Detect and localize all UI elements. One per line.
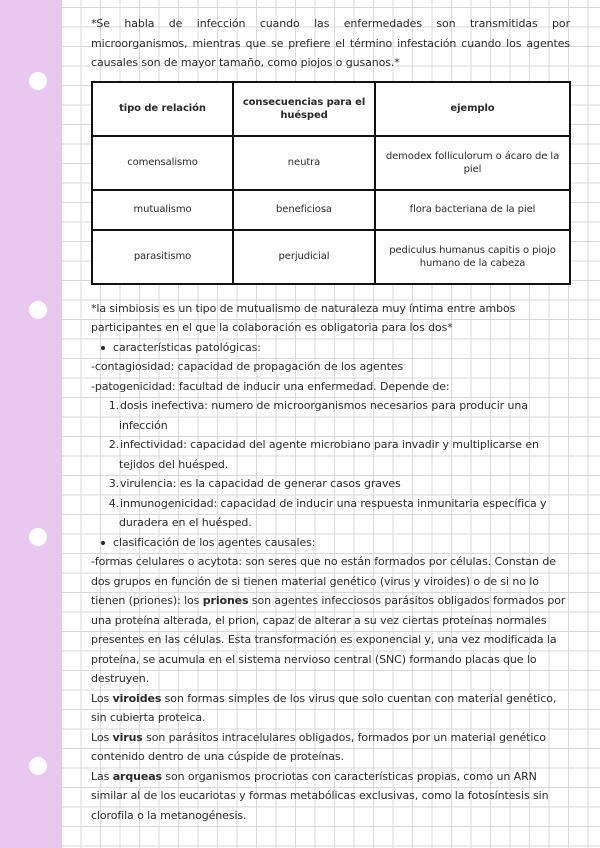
factor-item: 2.infectividad: capacidad del agente microbiano para invadir y multiplicarse en tejidos del huésped. bbox=[108, 438, 539, 471]
binder-hole bbox=[29, 757, 47, 775]
factor-item: 1.dosis inefectiva: numero de microorganismos necesarios para producir una infección bbox=[108, 399, 528, 432]
table-cell: pediculus humanus capitis o piojo humano de la cabeza bbox=[375, 230, 570, 284]
table-row bbox=[92, 190, 570, 230]
viroids-paragraph: Los viroides son formas simples de los virus que solo cuentan con material genético, sin cubierta proteica. bbox=[91, 691, 557, 724]
binder-hole bbox=[29, 528, 47, 546]
pathogenicity-line: -patogenicidad: facultad de inducir una enfermedad. Depende de: bbox=[91, 379, 450, 393]
table-cell: neutra bbox=[233, 136, 375, 190]
table-cell: flora bacteriana de la piel bbox=[375, 190, 570, 230]
contagiosity-line: -contagiosidad: capacidad de propagación de los agentes bbox=[91, 360, 404, 373]
bullet-pathologic: características patológicas: bbox=[91, 338, 570, 358]
table-row bbox=[92, 230, 570, 284]
intro-paragraph: *Se habla de infección cuando las enfermedades son transmitidas por microorganismos, mientras que se prefiere el término infestación cuando los agentes causales son de mayor tamaño, como piojos o gusanos.* bbox=[91, 17, 570, 69]
table-cell: perjudicial bbox=[233, 230, 375, 284]
table-cell: mutualismo bbox=[92, 190, 233, 230]
table-header: consecuencias para el huésped bbox=[233, 82, 375, 136]
table-cell: parasitismo bbox=[92, 230, 233, 284]
binder-strip bbox=[0, 0, 62, 848]
binder-hole bbox=[29, 301, 47, 319]
table-header: ejemplo bbox=[375, 82, 570, 136]
factor-item: 4.inmunogenicidad: capacidad de inducir una respuesta inmunitaria específica y duradera en el huésped. bbox=[108, 496, 547, 529]
table-cell: demodex folliculorum o ácaro de la piel bbox=[375, 136, 570, 190]
notes-content bbox=[91, 14, 570, 825]
factor-item: 3.virulencia: es la capacidad de generar casos graves bbox=[108, 477, 401, 490]
table-cell: comensalismo bbox=[92, 136, 233, 190]
viruses-paragraph: Los virus son parásitos intracelulares obligados, formados por un material genético contenido dentro de una cúspide de proteínas. bbox=[91, 730, 546, 763]
table-cell: beneficiosa bbox=[233, 190, 375, 230]
archaea-paragraph: Las arqueas son organismos procriotas con características propias, como un ARN similar al de los eucariotas y formas metabólicas exclusivas, como la fotosíntesis sin clorofila o la metanogénesis. bbox=[91, 769, 549, 822]
relations-table bbox=[91, 81, 571, 285]
bullet-classification: clasificación de los agentes causales: bbox=[91, 533, 570, 553]
table-header: tipo de relación bbox=[92, 82, 233, 136]
table-header-row bbox=[92, 82, 570, 136]
acellular-paragraph: -formas celulares o acytota: son seres que no están formados por células. Constan de dos grupos en función de si tienen material genético (virus y viroides) o de si no lo tienen (priones): los priones son agentes infecciosos parásitos obligados formados por una proteína alterada, el prion, capaz de alterar a su vez ciertas proteínas normales presentes en las células. Esta transformación es exponencial y, una vez modificada la proteína, se acumula en el sistema nervioso central (SNC) formando placas que lo destruyen. bbox=[91, 555, 566, 685]
table-row bbox=[92, 136, 570, 190]
binder-hole bbox=[29, 72, 47, 90]
symbiosis-note: *la simbiosis es un tipo de mutualismo de naturaleza muy íntima entre ambos participantes en el que la colaboración es obligatoria para los dos* bbox=[91, 301, 516, 334]
